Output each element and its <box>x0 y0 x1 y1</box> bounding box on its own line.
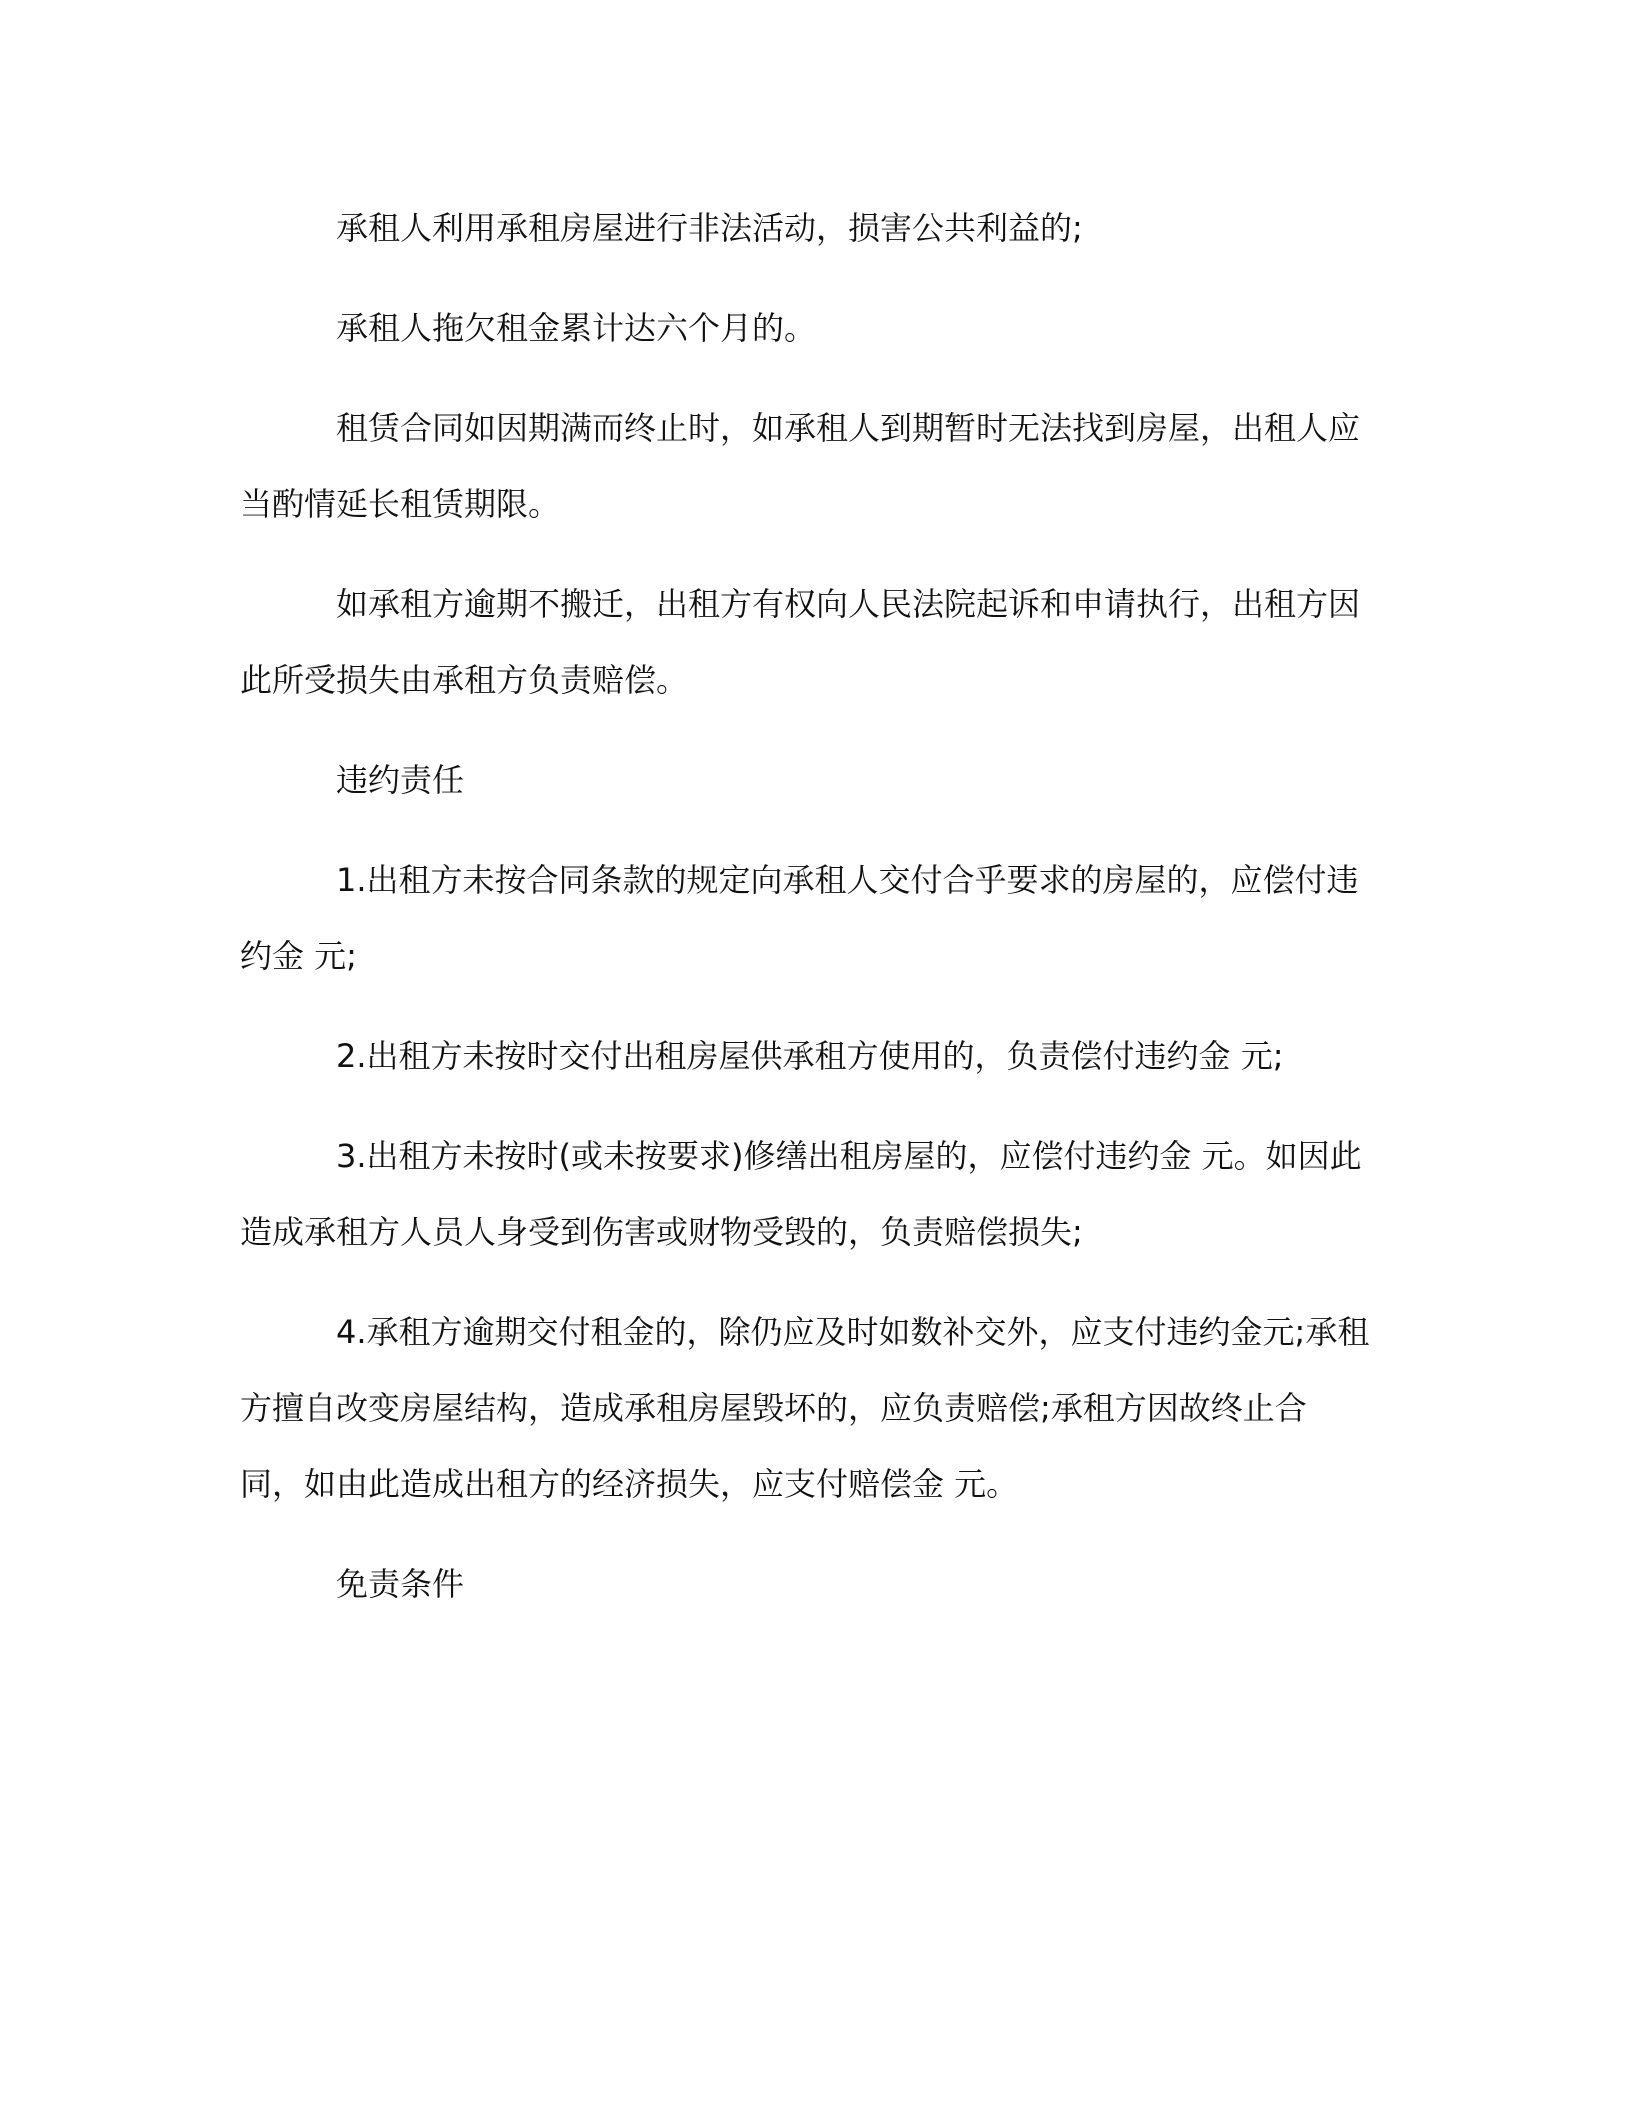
clause-2: 2.出租方未按时交付出租房屋供承租方使用的，负责偿付违约金 元; <box>336 1037 1284 1075</box>
paragraph-lease-extension: 租赁合同如因期满而终止时，如承租人到期暂时无法找到房屋，出租人应当酌情延长租赁期限。 <box>240 409 1361 523</box>
document-body <box>240 190 1370 1646</box>
clause-4: 4.承租方逾期交付租金的，除仍应及时如数补交外，应支付违约金元;承租方擅自改变房屋结构，造成承租房屋毁坏的，应负责赔偿;承租方因故终止合同，如由此造成出租方的经济损失，应支付赔偿金 元。 <box>240 1313 1370 1503</box>
clause-3: 3.出租方未按时(或未按要求)修缮出租房屋的，应偿付违约金 元。如因此造成承租方人员人身受到伤害或财物受毁的，负责赔偿损失; <box>240 1137 1362 1251</box>
clause-1: 1.出租方未按合同条款的规定向承租人交付合乎要求的房屋的，应偿付违约金 元; <box>240 861 1359 975</box>
paragraph-eviction: 如承租方逾期不搬迁，出租方有权向人民法院起诉和申请执行，出租方因此所受损失由承租方负责赔偿。 <box>240 585 1361 699</box>
section-heading-exemption: 免责条件 <box>336 1565 465 1603</box>
section-heading-breach-liability: 违约责任 <box>336 761 465 799</box>
paragraph-rent-arrears: 承租人拖欠租金累计达六个月的。 <box>336 309 817 347</box>
paragraph-illegal-activity: 承租人利用承租房屋进行非法活动，损害公共利益的; <box>336 209 1083 247</box>
